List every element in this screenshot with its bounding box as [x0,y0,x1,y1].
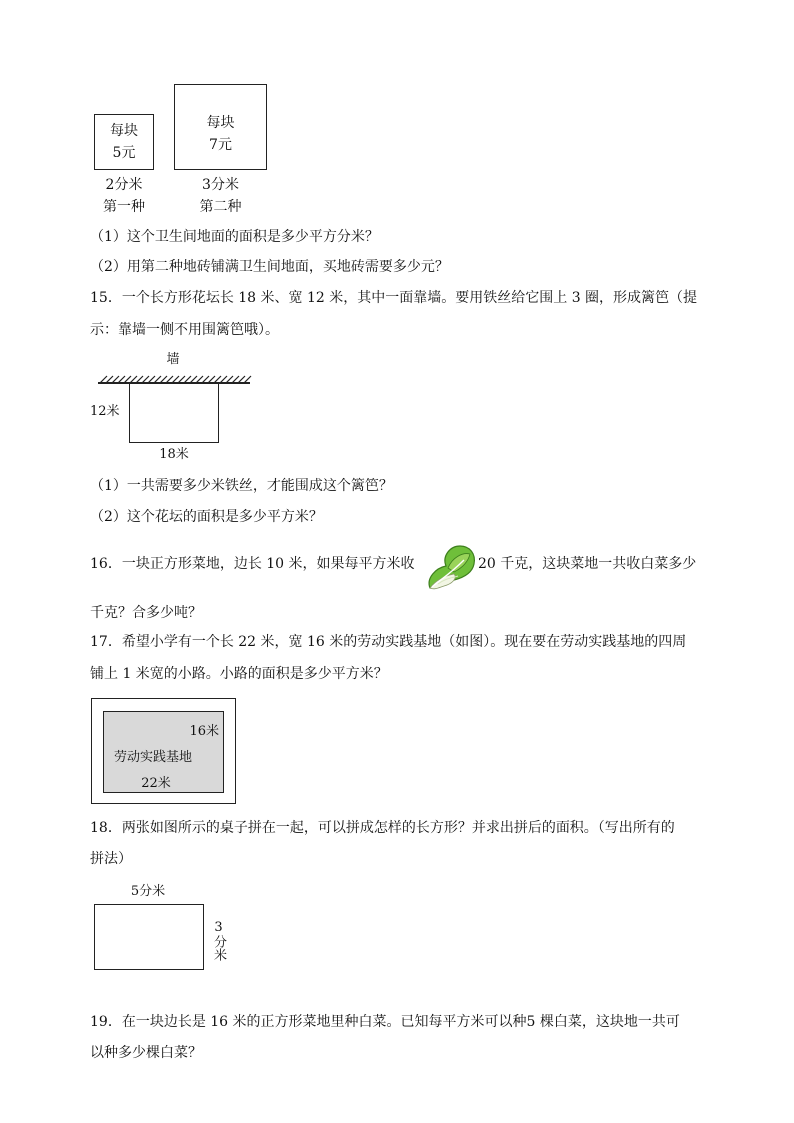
q19-text-line1: 19．在一块边长是 16 米的正方形菜地里种白菜。已知每平方米可以种5 棵白菜，这块地一共可 [90,1014,680,1030]
q17-text-line1: 17．希望小学有一个长 22 米，宽 16 米的劳动实践基地（如图）。现在要在劳动实践基地的四周 [90,634,687,650]
q17-base-rect [103,711,224,793]
q19-text-line2: 以种多少棵白菜？ [90,1045,202,1061]
cabbage-icon [422,538,480,596]
tile-first-name: 第一种 [103,199,145,215]
tile-second-name: 第二种 [199,199,242,215]
tile-first-size: 2分米 [105,177,143,193]
q18-table-rect [94,904,204,970]
q15-sub1: （1）一共需要多少米铁丝，才能围成这个篱笆？ [90,478,393,494]
q14-sub1: （1）这个卫生间地面的面积是多少平方分米？ [90,229,379,245]
q18-side-label: 3分米 [211,920,226,961]
tile-first-price-value: 5元 [112,145,136,161]
q15-sub2: （2）这个花坛的面积是多少平方米？ [90,509,323,525]
q18-top-label: 5分米 [130,884,166,899]
q15-flowerbed-rect [129,383,219,443]
tile-second-price-label: 每块 [206,115,235,131]
q16-text-line1b: 20 千克，这块菜地一共收白菜多少 [478,556,697,572]
q17-length-label: 22米 [141,776,171,791]
q15-wall-label: 墙 [166,352,180,367]
q15-text-line2: 示：靠墙一侧不用围篱笆哦）。 [90,322,279,338]
q15-width-label: 12米 [90,404,120,419]
q18-text-line2: 拼法） [90,851,132,867]
q15-figure [88,350,258,468]
q15-text-line1: 15．一个长方形花坛长 18 米、宽 12 米，其中一面靠墙。要用铁丝给它围上 3 圈，形成篱笆（提 [90,290,698,306]
q15-length-label: 18米 [159,447,189,462]
q16-text-line2: 千克？合多少吨？ [90,605,202,621]
tile-second-size: 3分米 [202,177,239,193]
tile-second-square [174,84,267,170]
q17-center-label: 劳动实践基地 [114,750,193,765]
tile-first-price-label: 每块 [110,123,138,139]
q14-sub2: （2）用第二种地砖铺满卫生间地面，买地砖需要多少元？ [90,259,449,275]
q16-text-line1a: 16．一块正方形菜地，边长 10 米，如果每平方米收 [90,556,415,572]
tile-second-price-value: 7元 [209,137,232,153]
q18-text-line1: 18．两张如图所示的桌子拼在一起，可以拼成怎样的长方形？并求出拼后的面积。（写出所有的 [90,820,675,836]
tile-first-square [94,114,154,170]
q17-text-line2: 铺上 1 米宽的小路。小路的面积是多少平方米？ [90,666,388,682]
q17-width-label: 16米 [189,724,219,739]
